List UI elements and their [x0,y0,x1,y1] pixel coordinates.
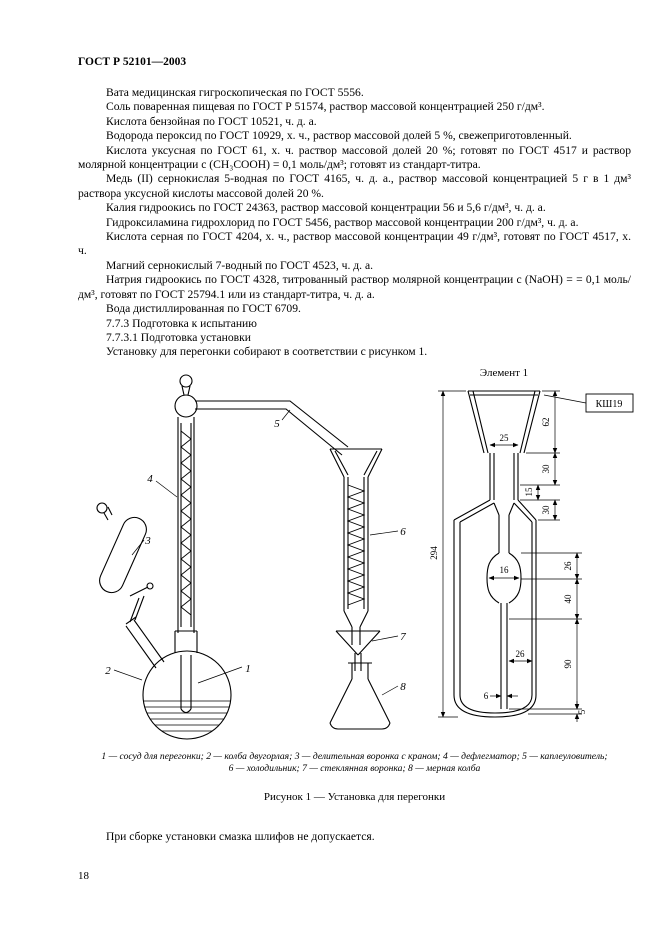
separating-funnel [96,503,153,622]
dim-26a: 26 [563,561,573,571]
two-neck-flask [143,651,231,739]
part-label-7: 7 [400,630,406,643]
part-label-3: 3 [145,534,151,547]
dim-5: 5 [577,709,587,714]
body-text [78,86,631,360]
measuring-flask [330,663,390,729]
dim-6: 6 [483,690,489,701]
glass-funnel [336,631,380,671]
paragraph: Установку для перегонки собирают в соответствии с рисунком 1. [106,345,428,359]
distillation-apparatus-drawing [80,365,635,743]
dim-15: 15 [524,487,534,497]
drop-catcher [175,375,197,417]
vapour-tube [195,401,348,455]
page-number: 18 [78,870,89,882]
paragraph: Натрия гидроокись по ГОСТ 4328, титрованный раствор молярной концентрации с (NaOH) = = 0,1 моль/дм³, готовят по ГОСТ 25794.1 или из стандарт-титра, ч. д. а. [78,273,631,301]
apparatus-group [96,375,398,739]
closing-note: При сборке установки смазка шлифов не допускается. [106,829,375,843]
figure-caption: Рисунок 1 — Установка для перегонки [263,790,446,803]
part-label-4: 4 [147,472,153,485]
joint-label: КШ19 [595,398,623,410]
paragraph: Водорода пероксид по ГОСТ 10929, х. ч., раствор массовой долей 5 %, свежеприготовленный. [106,129,572,143]
part-label-8: 8 [400,680,406,693]
clause-heading: 7.7.3.1 Подготовка установки [106,330,251,344]
dim-30b: 30 [541,505,551,515]
dim-62: 62 [541,417,551,427]
paragraph: Вода дистиллированная по ГОСТ 6709. [106,302,301,316]
document-code: ГОСТ Р 52101—2003 [78,56,187,68]
paragraph: Кислота уксусная по ГОСТ 61, х. ч. раствор массовой долей 20 %; готовят по ГОСТ 4517 и раствор молярной концентрации с (СН₃СООН) = 0,1 моль/дм³; готовят из стандарт-титра. [78,143,631,172]
paragraph: Магний сернокислый 7-водный по ГОСТ 4523, ч. д. а. [106,258,374,272]
dephlegmator-column [175,417,197,653]
paragraph: Калия гидроокись по ГОСТ 24363, раствор массовой концентрации 56 и 5,6 г/дм³, ч. д. а. [106,201,546,215]
paragraph: Соль поваренная пищевая по ГОСТ Р 51574, раствор массовой концентрацией 250 г/дм³. [106,100,545,114]
outer-tube [454,500,536,717]
part-label-2: 2 [105,664,111,677]
paragraph: Кислота бензойная по ГОСТ 10521, ч. д. а. [106,114,317,128]
inner-bubbler-tube [487,503,521,709]
paragraph: Гидроксиламина гидрохлорид по ГОСТ 5456, раствор массовой концентрации 200 г/дм³, ч. д. а. [106,215,579,229]
part-label-6: 6 [400,525,406,538]
paragraph: Вата медицинская гигроскопическая по ГОСТ 5556. [106,86,364,99]
figure-legend-line-1: 1 — сосуд для перегонки; 2 — колба двугорлая; 3 — делительная воронка с краном; 4 — дефлегматор; 5 — каплеуловитель; [101,750,608,762]
part-label-1: 1 [245,662,251,675]
dim-25: 25 [499,432,509,443]
figure-legend-line-2: 6 — холодильник; 7 — стеклянная воронка; 8 — мерная колба [228,763,481,775]
dim-16: 16 [499,564,509,575]
condenser [330,449,382,645]
detail-title: Элемент 1 [479,366,529,379]
detail-neck [490,453,518,500]
part-label-5: 5 [274,417,280,430]
inner-vessel [181,655,191,713]
flask-second-neck [126,617,164,668]
figure-legend [78,751,631,776]
figure [78,365,631,803]
dim-294: 294 [429,545,439,560]
cone-joint [468,391,540,453]
dim-90: 90 [563,659,573,669]
dim-40: 40 [563,594,573,604]
dim-30a: 30 [541,464,551,474]
clause-heading: 7.7.3 Подготовка к испытанию [106,316,257,330]
paragraph: Кислота серная по ГОСТ 4204, х. ч., раствор массовой концентрации 49 г/дм³, готовят по ГОСТ 4517, х. ч. [78,230,631,258]
dim-26b: 26 [515,648,525,659]
paragraph: Медь (II) сернокислая 5-водная по ГОСТ 4165, ч. д. а., раствор массовой концентрацией 5 г в 1 дм³ раствора уксусной кислоты массовой долей 20 %. [78,172,631,200]
detail-group [438,391,633,722]
